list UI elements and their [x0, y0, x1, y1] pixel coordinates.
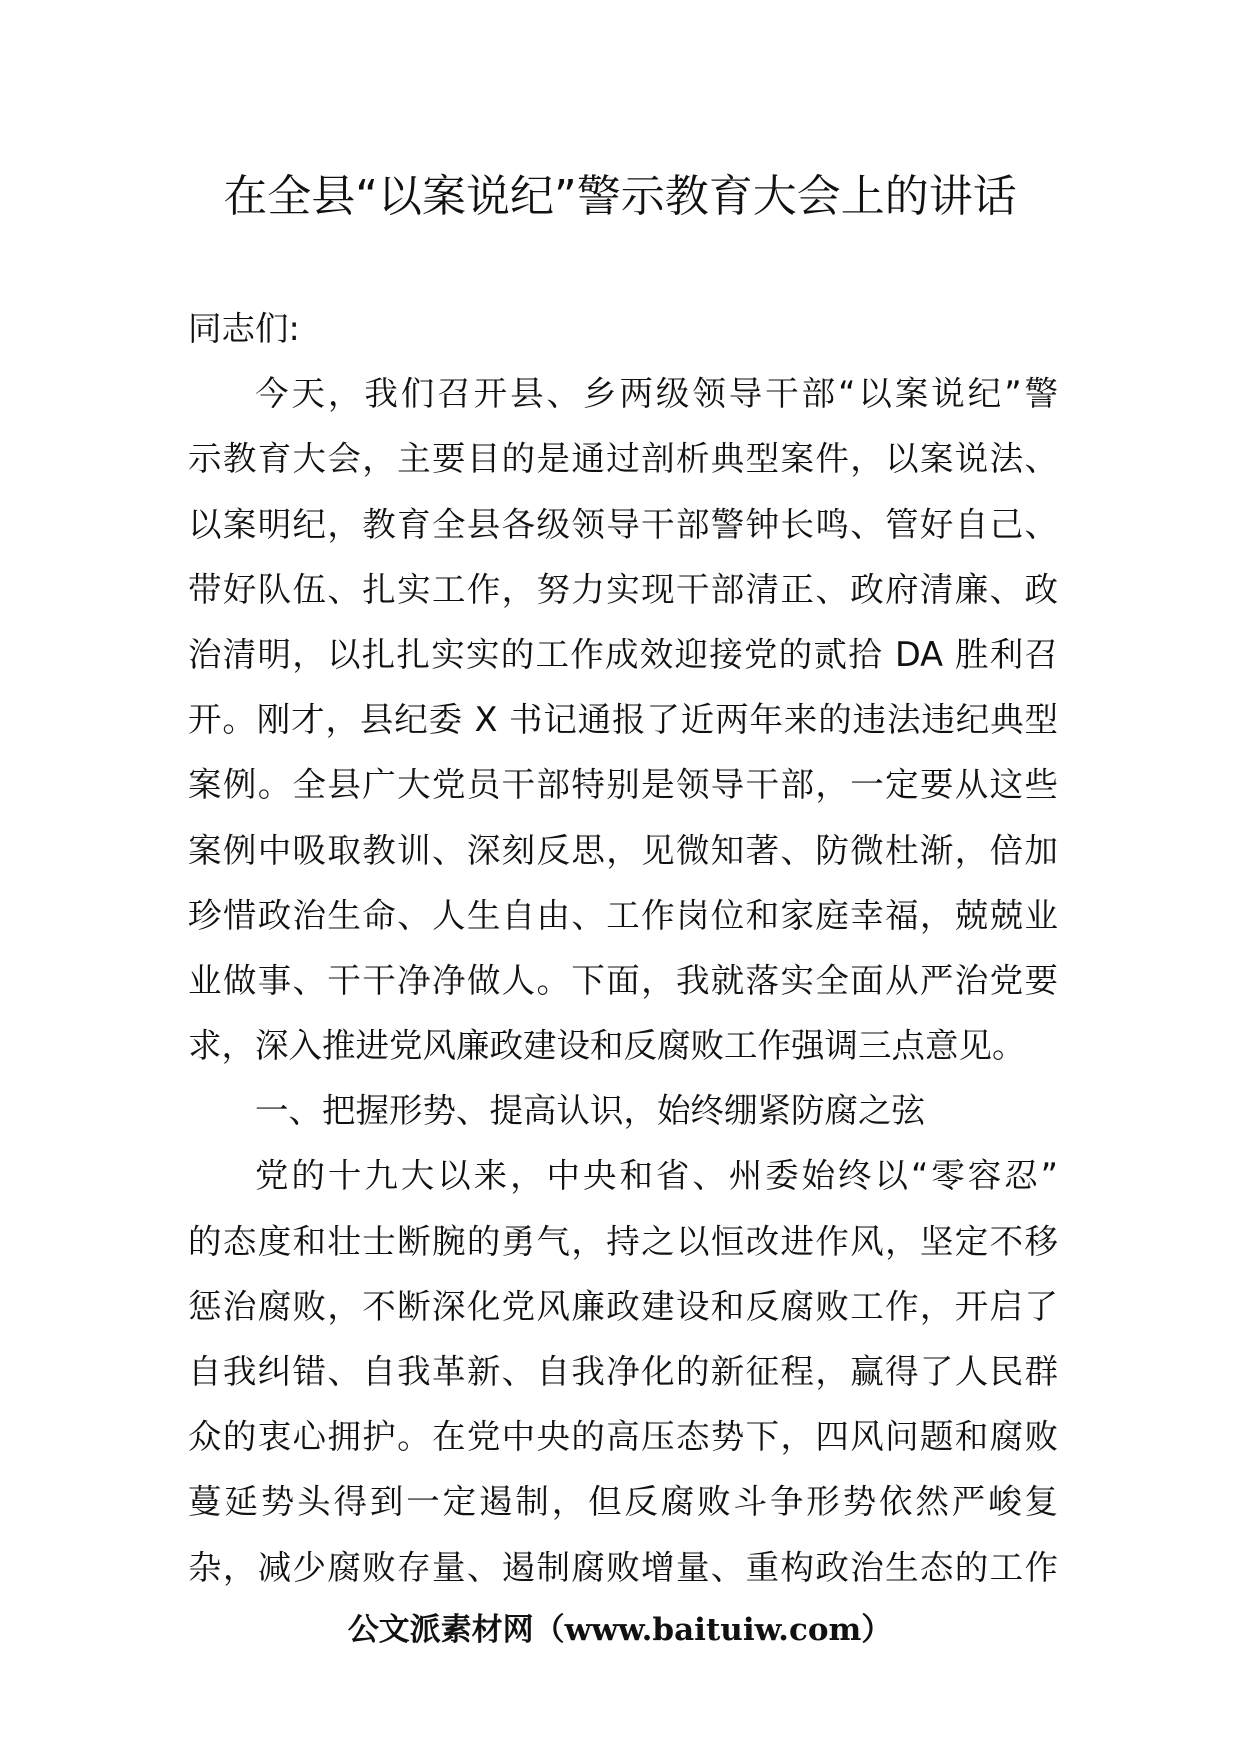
paragraph-line: 自我纠错、自我革新、自我净化的新征程，赢得了人民群	[188, 1352, 1058, 1391]
paragraph-line: 治清明，以扎扎实实的工作成效迎接党的贰拾 DA 胜利召	[188, 634, 1058, 674]
footer-watermark: 公文派素材网（www.baituiw.com）	[347, 1612, 893, 1648]
paragraph-line: 以案明纪，教育全县各级领导干部警钟长鸣、管好自己、	[188, 504, 1058, 544]
section-heading: 一、把握形势、提高认识，始终绷紧防腐之弦	[255, 1091, 925, 1131]
paragraph-line: 的态度和壮士断腕的勇气，持之以恒改进作风，坚定不移	[188, 1221, 1058, 1261]
paragraph-line: 惩治腐败，不断深化党风廉政建设和反腐败工作，开启了	[188, 1286, 1058, 1326]
document-body	[188, 296, 1058, 1600]
paragraph-line: 珍惜政治生命、人生自由、工作岗位和家庭幸福，兢兢业	[188, 895, 1058, 935]
paragraph-line: 求，深入推进党风廉政建设和反腐败工作强调三点意见。	[188, 1026, 1026, 1066]
paragraph-line: 案例。全县广大党员干部特别是领导干部，一定要从这些	[188, 765, 1058, 805]
paragraph-line: 党的十九大以来，中央和省、州委始终以“零容忍”	[255, 1156, 1058, 1196]
paragraph-line: 蔓延势头得到一定遏制，但反腐败斗争形势依然严峻复	[188, 1482, 1058, 1522]
salutation: 同志们:	[188, 309, 300, 348]
document-title: 在全县“以案说纪”警示教育大会上的讲话	[223, 171, 1017, 222]
paragraph-line: 开。刚才，县纪委 X 书记通报了近两年来的违法违纪典型	[188, 700, 1058, 740]
paragraph-line: 案例中吸取教训、深刻反思，见微知著、防微杜渐，倍加	[188, 830, 1058, 870]
paragraph-line: 今天，我们召开县、乡两级领导干部“以案说纪”警	[255, 374, 1058, 414]
paragraph-line: 带好队伍、扎实工作，努力实现干部清正、政府清廉、政	[188, 569, 1058, 609]
paragraph-line: 示教育大会，主要目的是通过剖析典型案件，以案说法、	[188, 439, 1058, 479]
paragraph-line: 众的衷心拥护。在党中央的高压态势下，四风问题和腐败	[188, 1417, 1058, 1457]
paragraph-line: 杂，减少腐败存量、遏制腐败增量、重构政治生态的工作	[188, 1547, 1058, 1587]
paragraph-line: 业做事、干干净净做人。下面，我就落实全面从严治党要	[188, 960, 1058, 1000]
